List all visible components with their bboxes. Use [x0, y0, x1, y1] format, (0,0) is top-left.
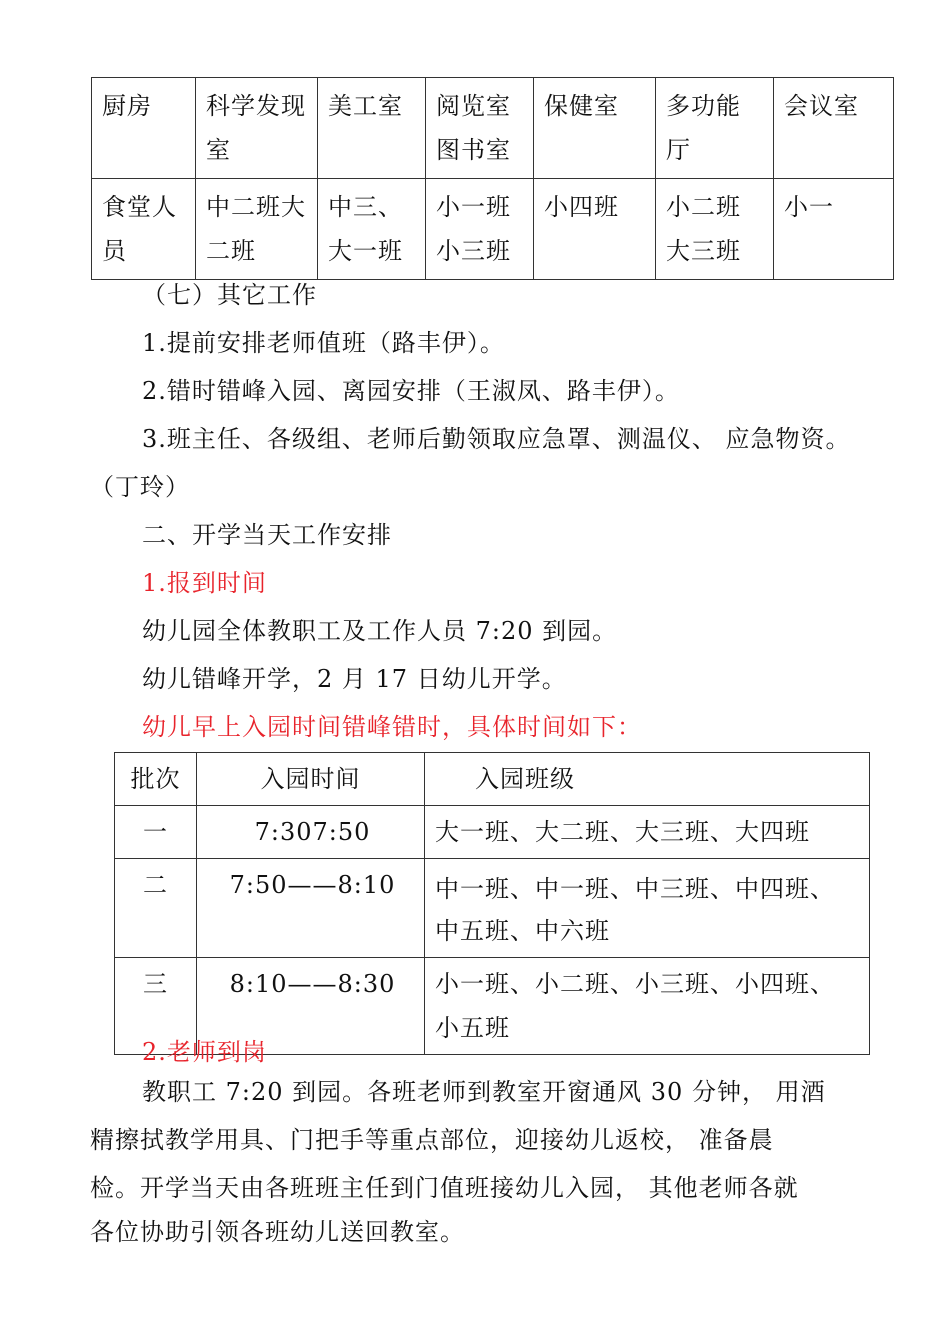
classes-cell — [425, 859, 870, 958]
table-row — [115, 753, 870, 806]
classes-line: 中一班、中一班、中三班、中四班、 — [435, 875, 835, 903]
table-header-cell: 会议室 — [774, 78, 894, 179]
batch-cell: 二 — [115, 859, 197, 958]
table-cell: 中二班大二班 — [196, 179, 318, 280]
section-heading: 二、开学当天工作安排 — [142, 521, 392, 549]
time-cell: 8:10——8:30 — [197, 958, 425, 1055]
table-row — [115, 806, 870, 859]
table-header-cell: 多功能厅 — [656, 78, 774, 179]
paragraph-line: 检。开学当天由各班班主任到门值班接幼儿入园， 其他老师各就 — [90, 1174, 799, 1202]
table-cell: 中三、大一班 — [318, 179, 426, 280]
table-header-cell: 美工室 — [318, 78, 426, 179]
table-cell: 小一班小三班 — [426, 179, 534, 280]
subsection-heading: 1.报到时间 — [142, 569, 267, 597]
table-header-cell: 阅览室图书室 — [426, 78, 534, 179]
classes-line: 中五班、中六班 — [435, 917, 610, 945]
batch-cell: 一 — [115, 806, 197, 859]
classes-line: 小一班、小二班、小三班、小四班、 — [435, 970, 835, 998]
list-item: 1.提前安排老师值班（路丰伊）。 — [142, 329, 505, 357]
classes-cell — [425, 958, 870, 1055]
time-cell: 7:307:50 — [197, 806, 425, 859]
table-header-cell: 厨房 — [92, 78, 196, 179]
table-row — [92, 179, 894, 280]
table-cell: 小四班 — [534, 179, 656, 280]
table-row — [92, 78, 894, 179]
table-header-cell: 批次 — [115, 753, 197, 806]
list-item: 2.错时错峰入园、离园安排（王淑凤、路丰伊）。 — [142, 377, 680, 405]
table-row — [115, 859, 870, 958]
table-cell: 食堂人员 — [92, 179, 196, 280]
section-heading: （七）其它工作 — [142, 281, 317, 309]
paragraph: 幼儿错峰开学，2 月 17 日幼儿开学。 — [142, 665, 567, 693]
list-item: 3.班主任、各级组、老师后勤领取应急罩、测温仪、 应急物资。 — [142, 425, 851, 453]
paragraph-line: 教职工 7:20 到园。各班老师到教室开窗通风 30 分钟， 用酒 — [142, 1078, 826, 1106]
table-header-cell: 科学发现室 — [196, 78, 318, 179]
subsection-heading: 2.老师到岗 — [142, 1038, 267, 1066]
list-item-continuation: （丁玲） — [90, 473, 190, 501]
paragraph-line: 精擦拭教学用具、门把手等重点部位，迎接幼儿返校， 准备晨 — [90, 1126, 774, 1154]
classes-cell: 大一班、大二班、大三班、大四班 — [425, 806, 870, 859]
time-cell: 7:50——8:10 — [197, 859, 425, 958]
table-cell: 小二班大三班 — [656, 179, 774, 280]
room-assignment-table — [91, 77, 894, 280]
table-cell: 小一 — [774, 179, 894, 280]
classes-line: 小五班 — [435, 1014, 510, 1042]
paragraph-line: 各位协助引领各班幼儿送回教室。 — [90, 1218, 465, 1246]
table-header-cell: 入园时间 — [197, 753, 425, 806]
paragraph-highlight: 幼儿早上入园时间错峰错时，具体时间如下： — [142, 713, 642, 741]
paragraph: 幼儿园全体教职工及工作人员 7:20 到园。 — [142, 617, 618, 645]
arrival-schedule-table — [114, 752, 870, 1055]
table-header-cell: 保健室 — [534, 78, 656, 179]
table-header-cell: 入园班级 — [425, 753, 870, 806]
batch-cell: 三 — [115, 958, 197, 1055]
